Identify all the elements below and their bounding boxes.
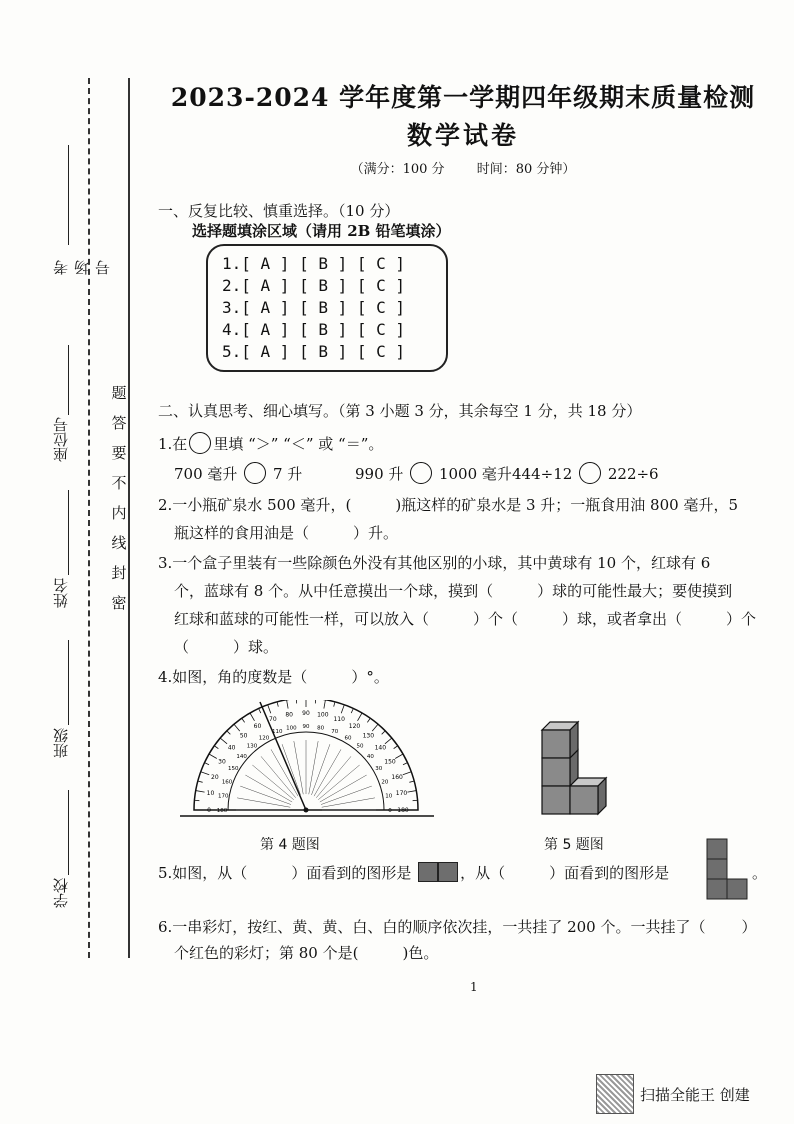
protractor-tick xyxy=(204,763,209,765)
scale-label: 130 xyxy=(246,743,258,750)
seal-char: 不 xyxy=(111,474,127,492)
q5-end: 。 xyxy=(752,864,768,882)
seal-char: 线 xyxy=(111,534,127,552)
q1-item-right: 222÷6 xyxy=(607,465,659,483)
q1-prompt-a: 1.在 xyxy=(158,435,188,453)
protractor-tick xyxy=(324,700,326,709)
l-shape-view xyxy=(706,838,750,900)
q2-text-d: ）升。 xyxy=(353,524,399,542)
protractor-tick xyxy=(227,731,231,735)
q2-line1 xyxy=(158,494,738,515)
protractor-radial xyxy=(237,798,290,807)
cube-front-face xyxy=(570,786,598,814)
q1-prompt xyxy=(158,432,383,454)
view-square xyxy=(438,862,458,882)
cube-front-face xyxy=(542,730,570,758)
scale-label: 20 xyxy=(211,773,219,781)
q3-line4 xyxy=(174,636,278,657)
scale-label: 140 xyxy=(236,754,247,761)
q1-item-right: 1000 毫升 xyxy=(438,465,512,483)
scale-label: 40 xyxy=(227,744,236,752)
seat-number-underline xyxy=(68,345,69,415)
answer-row[interactable]: 4.[ A ] [ B ] [ C ] xyxy=(222,320,406,339)
q1-item-left: 990 升 xyxy=(355,465,404,483)
protractor-tick xyxy=(209,754,217,759)
name-underline xyxy=(68,490,69,575)
exam-room-label: 考场号 xyxy=(52,260,112,275)
cube-front-face xyxy=(542,758,570,786)
protractor-radial xyxy=(322,798,375,807)
q3-line3 xyxy=(174,608,756,629)
section1-heading: 一、反复比较、慎重选择。（10 分） xyxy=(158,202,400,220)
cube-figure xyxy=(536,718,620,824)
view-square xyxy=(707,859,727,879)
scale-label: 70 xyxy=(331,729,339,736)
q5-text-d: ）面看到的图形是 xyxy=(549,864,670,882)
q2-text-c: 瓶这样的食用油是（ xyxy=(174,524,310,542)
seal-char: 内 xyxy=(111,504,127,522)
protractor-tick xyxy=(268,705,271,713)
scale-label: 40 xyxy=(366,754,374,761)
scale-label: 60 xyxy=(344,735,352,742)
dashed-binding-line xyxy=(88,78,90,958)
protractor-tick xyxy=(214,746,218,749)
scanner-qr-icon xyxy=(596,1074,634,1114)
name-label: 姓名 xyxy=(52,578,70,608)
q6-text: 6.一串彩灯，按红、黄、黄、白、白的顺序依次挂，一共挂了 200 个。一共挂了（ xyxy=(158,918,706,936)
protractor-tick xyxy=(351,708,353,713)
seal-char: 密 xyxy=(111,594,127,612)
seat-number-field[interactable] xyxy=(40,345,84,475)
scale-label: 80 xyxy=(285,711,293,719)
protractor-tick xyxy=(201,772,209,775)
q3-text: （ xyxy=(174,638,190,656)
protractor-tick xyxy=(242,718,245,722)
q1-item-left: 700 毫升 xyxy=(174,465,238,483)
scale-label: 50 xyxy=(239,732,248,740)
answer-row[interactable]: 3.[ A ] [ B ] [ C ] xyxy=(222,298,406,317)
protractor-tick xyxy=(358,713,363,721)
scale-label: 60 xyxy=(253,722,262,730)
scale-label: 160 xyxy=(391,773,403,781)
scale-label: 170 xyxy=(218,793,229,800)
page-number: 1 xyxy=(470,980,478,994)
protractor-tick xyxy=(196,791,205,793)
scale-label: 20 xyxy=(381,779,389,786)
view-square xyxy=(418,862,438,882)
section1-note: 选择题填涂区域（请用 2B 铅笔填涂） xyxy=(192,222,451,240)
q3-line2 xyxy=(174,580,732,601)
compare-circle[interactable] xyxy=(410,462,432,484)
protractor-figure xyxy=(176,700,438,828)
q6-text: 个红色的彩灯；第 80 个是( xyxy=(174,944,359,962)
protractor-tick xyxy=(250,713,255,721)
scale-label: 90 xyxy=(302,710,310,717)
protractor-tick xyxy=(234,724,240,731)
scale-label: 160 xyxy=(221,779,233,786)
scale-label: 30 xyxy=(218,758,226,766)
scale-label: 80 xyxy=(317,725,325,732)
q3-text: ）球的可能性最大；要使摸到 xyxy=(537,582,733,600)
q2-text-a: 2.一小瓶矿泉水 500 毫升，( xyxy=(158,496,352,514)
full-score: （满分：100 分 xyxy=(350,162,445,177)
q5-caption: 第 5 题图 xyxy=(544,837,604,853)
scanner-watermark: 扫描全能王 创建 xyxy=(640,1086,750,1104)
scale-label: 110 xyxy=(272,729,283,736)
protractor-radial xyxy=(309,741,318,794)
scale-label: 110 xyxy=(333,715,345,723)
q3-text: 红球和蓝球的可能性一样，可以放入（ xyxy=(174,610,430,628)
seat-number-label: 座位号 xyxy=(52,417,70,462)
scale-label: 70 xyxy=(269,715,277,723)
protractor-tick xyxy=(287,700,289,709)
q5-text-c: ，从（ xyxy=(460,864,506,882)
answer-row[interactable]: 2.[ A ] [ B ] [ C ] xyxy=(222,276,406,295)
protractor-radial xyxy=(311,744,329,795)
scale-label: 130 xyxy=(362,732,375,740)
answer-row[interactable]: 1.[ A ] [ B ] [ C ] xyxy=(222,254,406,273)
q5-text-b: ）面看到的图形是 xyxy=(291,864,412,882)
name-field[interactable] xyxy=(40,490,84,620)
scale-label: 120 xyxy=(348,722,361,730)
q6-line2 xyxy=(174,942,438,963)
class-underline xyxy=(68,640,69,725)
scale-label: 50 xyxy=(356,743,364,750)
q6-line1 xyxy=(158,916,757,937)
protractor-tick xyxy=(403,763,408,765)
scale-label: 100 xyxy=(317,711,329,719)
q3-text: ）个（ xyxy=(473,610,519,628)
q3-text: ）球。 xyxy=(233,638,279,656)
scale-label: 30 xyxy=(375,766,383,772)
q1-prompt-b: 里填 “＞” “＜” 或 “＝”。 xyxy=(213,435,384,453)
q4-text-a: 4.如图，角的度数是（ xyxy=(158,668,308,686)
scale-label: 180 xyxy=(216,808,228,814)
q5-text xyxy=(158,862,669,883)
exam-title: 2023-2024 学年度第一学期四年级期末质量检测 xyxy=(170,83,756,112)
cube-front-face xyxy=(542,786,570,814)
scale-label: 10 xyxy=(385,793,393,800)
protractor-tick xyxy=(395,754,403,759)
q1-item xyxy=(512,462,659,484)
seal-char: 答 xyxy=(111,414,127,432)
protractor-tick xyxy=(385,738,392,744)
q3-line1: 3.一个盒子里装有一些除颜色外没有其他区别的小球，其中黄球有 10 个，红球有 6 xyxy=(158,554,711,572)
view-square xyxy=(707,839,727,859)
q6-text: ） xyxy=(741,918,757,936)
scale-label: 120 xyxy=(258,735,270,742)
scale-label: 170 xyxy=(395,790,408,798)
compare-circle[interactable] xyxy=(244,462,266,484)
scale-label: 0 xyxy=(207,807,211,814)
seal-char: 封 xyxy=(111,564,127,582)
class-field[interactable] xyxy=(40,640,84,770)
scale-label: 140 xyxy=(374,744,387,752)
school-field[interactable] xyxy=(40,790,84,920)
q3-text: ）球，或者拿出（ xyxy=(562,610,683,628)
protractor-tick xyxy=(334,702,335,707)
q2-line2 xyxy=(174,522,398,543)
seal-line-notice xyxy=(108,378,130,618)
protractor-tick xyxy=(259,708,261,713)
answer-row[interactable]: 5.[ A ] [ B ] [ C ] xyxy=(222,342,406,361)
q2-text-b: )瓶这样的矿泉水是 3 升；一瓶食用油 800 毫升，5 xyxy=(395,496,738,514)
protractor-tick xyxy=(198,781,203,782)
exam-room-underline xyxy=(68,145,69,245)
protractor-tick xyxy=(341,705,344,713)
protractor-center xyxy=(304,808,309,813)
school-label: 学校 xyxy=(52,878,70,908)
section2-heading: 二、认真思考、细心填写。（第 3 小题 3 分，其余每空 1 分，共 18 分） xyxy=(158,402,642,420)
scale-label: 150 xyxy=(228,766,239,772)
time-limit: 时间：80 分钟） xyxy=(476,162,576,177)
q3-text: ）个 xyxy=(726,610,757,628)
protractor-radial xyxy=(321,786,372,804)
view-square xyxy=(707,879,727,899)
exam-subtitle: 数学试卷 xyxy=(406,121,519,150)
protractor-tick xyxy=(367,718,370,722)
seal-char: 题 xyxy=(111,384,127,402)
q4-text-b: ）°。 xyxy=(351,668,389,686)
exam-meta xyxy=(140,158,786,177)
q1-item-left: 444÷12 xyxy=(512,465,573,483)
q1-item xyxy=(174,462,302,484)
protractor-tick xyxy=(407,791,416,793)
protractor-tick xyxy=(372,724,378,731)
protractor-tick xyxy=(409,781,414,782)
exam-room-field[interactable] xyxy=(40,145,112,275)
protractor-tick xyxy=(382,731,386,735)
two-squares-view xyxy=(418,862,458,882)
q5-text-a: 5.如图，从（ xyxy=(158,864,248,882)
q4-text xyxy=(158,666,389,687)
protractor-tick xyxy=(394,746,398,749)
q3-text: 个，蓝球有 8 个。从中任意摸出一个球，摸到（ xyxy=(174,582,494,600)
q1-item-right: 7 升 xyxy=(272,465,303,483)
angle-ray xyxy=(260,702,306,810)
protractor-tick xyxy=(220,738,227,744)
scale-label: 10 xyxy=(206,790,215,798)
answer-sheet-box xyxy=(206,244,448,372)
class-label: 班级 xyxy=(52,728,70,758)
q6-text: )色。 xyxy=(402,944,439,962)
scale-label: 180 xyxy=(397,807,409,814)
protractor-tick xyxy=(403,772,411,775)
compare-circle[interactable] xyxy=(579,462,601,484)
protractor-tick xyxy=(277,702,278,707)
q4-caption: 第 4 题图 xyxy=(260,837,320,853)
scale-label: 150 xyxy=(384,758,396,766)
protractor-radial xyxy=(240,786,291,804)
q1-item xyxy=(355,462,512,484)
protractor-radial xyxy=(282,744,300,795)
school-underline xyxy=(68,790,69,875)
seal-char: 要 xyxy=(111,444,127,462)
scale-label: 90 xyxy=(302,724,310,730)
view-square xyxy=(727,879,747,899)
scale-label: 0 xyxy=(388,808,392,814)
scale-label: 100 xyxy=(286,725,297,732)
circle-blank xyxy=(189,432,211,454)
